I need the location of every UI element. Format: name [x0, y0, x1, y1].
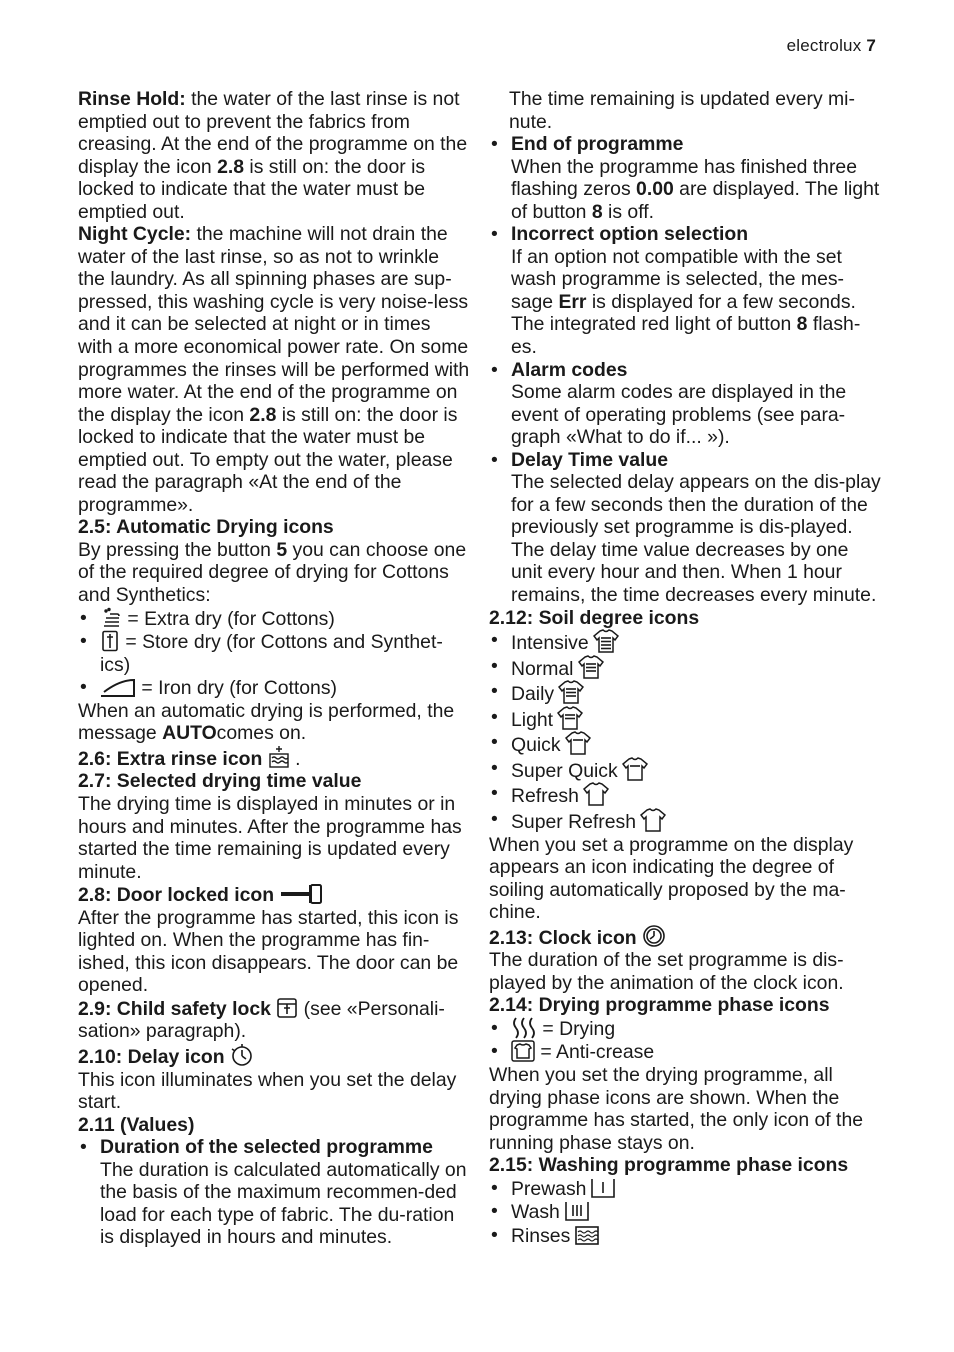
- store-dry-icon: [100, 630, 120, 652]
- rinse-hold-icon-ref: 2.8: [217, 155, 245, 178]
- bullet: •: [491, 1040, 498, 1063]
- soil-label: Super Quick: [511, 759, 618, 782]
- list-item: [489, 655, 881, 681]
- list-item-content: [511, 808, 881, 834]
- list-item: [489, 629, 881, 655]
- value-item-emphasis: Err: [558, 290, 587, 313]
- list-item: [78, 1136, 470, 1249]
- extra-dry-label: = Extra dry (for Cottons): [122, 607, 335, 630]
- list-item-content: [511, 133, 881, 223]
- value-item-text: The selected delay appears on the dis-play for a few seconds then the duration of the previously set programme is dis-played. The delay time value decreases by one unit every hour and then. When 1 hour remains, the time decreases every minute.: [511, 471, 881, 607]
- list-item-content: [511, 1200, 881, 1224]
- bullet: •: [80, 1136, 87, 1159]
- extra-dry-icon: [100, 607, 122, 629]
- page-number: 7: [866, 36, 876, 55]
- bullet: •: [491, 731, 498, 754]
- bullet: •: [491, 705, 498, 728]
- value-item-text: is displayed for a few seconds. The integrated red light of button: [511, 290, 856, 336]
- value-item-emphasis: 8: [796, 313, 808, 336]
- bullet: •: [491, 782, 498, 805]
- list-item-content: [511, 731, 881, 757]
- rinse-hold-text-1: the water of the last rinse is not emptied out to prevent the fabrics from creasing. At the end of the programme on the display the icon: [78, 88, 468, 178]
- section-2-14-body: When you set the drying programme, all drying phase icons are shown. When the programme has started, the only icon of the running phase stays on.: [489, 1063, 864, 1154]
- list-item-content: [511, 629, 881, 655]
- bullet: •: [491, 448, 498, 471]
- value-item-title: Incorrect option selection: [511, 223, 749, 246]
- s29-heading-text: 2.9: Child safety lock: [78, 997, 271, 1020]
- bullet: •: [491, 358, 498, 381]
- list-item-content: [511, 655, 881, 681]
- soil-label: Daily: [511, 683, 555, 706]
- soil-quick-icon: [565, 731, 591, 755]
- wash-phase-list: [489, 1177, 881, 1248]
- bullet: •: [80, 676, 87, 699]
- section-2-11-heading: 2.11 (Values): [78, 1113, 195, 1136]
- soil-degree-list: [489, 629, 881, 833]
- values-list: [489, 133, 881, 606]
- list-item: [489, 706, 881, 732]
- iron-dry-icon: [100, 676, 136, 698]
- list-item: [489, 1040, 881, 1064]
- s25-after-2: comes on.: [216, 722, 307, 745]
- page-header: [787, 36, 876, 56]
- phase-label: Prewash: [511, 1177, 587, 1200]
- bullet: •: [491, 1200, 498, 1223]
- section-2-7-body: The drying time is displayed in minutes or in hours and minutes. After the programme has started the time remaining is updated every minute.: [78, 792, 462, 883]
- rinses-icon: [574, 1224, 600, 1246]
- section-2-13-heading: [489, 924, 881, 950]
- soil-label: Quick: [511, 734, 561, 757]
- list-item-content: [511, 359, 881, 449]
- list-item: [489, 731, 881, 757]
- night-cycle-label: Night Cycle:: [78, 223, 192, 246]
- prewash-icon: [590, 1177, 616, 1199]
- soil-label: Light: [511, 708, 554, 731]
- bullet: •: [491, 756, 498, 779]
- delay-icon: [230, 1043, 254, 1067]
- drying-phase-icon: [511, 1017, 537, 1039]
- s213-heading-text: 2.13: Clock icon: [489, 926, 637, 949]
- list-item-content: [511, 782, 881, 808]
- section-2-14-heading: 2.14: Drying programme phase icons: [489, 994, 830, 1017]
- anti-crease-label: = Anti-crease: [535, 1041, 655, 1064]
- section-2-6-heading: [78, 745, 470, 771]
- list-item: [78, 676, 470, 700]
- phase-label: Wash: [511, 1201, 560, 1224]
- s26-tail: .: [289, 747, 301, 770]
- list-item: [489, 1177, 881, 1201]
- list-item: [489, 223, 881, 358]
- bullet: •: [491, 1016, 498, 1039]
- door-locked-icon: [280, 883, 324, 905]
- list-item: [78, 607, 470, 631]
- section-2-15-heading: 2.15: Washing programme phase icons: [489, 1154, 849, 1177]
- s26-heading-text: 2.6: Extra rinse icon: [78, 747, 263, 770]
- list-item: [489, 757, 881, 783]
- bullet: •: [491, 629, 498, 652]
- soil-label: Refresh: [511, 785, 579, 808]
- drying-label: = Drying: [537, 1017, 616, 1040]
- section-2-8-heading: [78, 883, 470, 907]
- right-column: [489, 88, 881, 1247]
- list-item: [489, 782, 881, 808]
- night-cycle-text-1: the machine will not drain the water of the last rinse, so as not to wrinkle the laundry. As all spinning phases are sup-pressed, this washing cycle is very noise-less and it can be selected at night or in times with a more economical power rate. On some programmes the rinses will be performed with more water. At the end of the programme on the display the icon: [78, 223, 470, 426]
- list-item: [489, 1200, 881, 1224]
- section-2-12-body: When you set a programme on the display appears an icon indicating the degree of soiling automatically proposed by the ma-chine.: [489, 833, 854, 924]
- bullet: •: [491, 680, 498, 703]
- section-2-8-body: After the programme has started, this icon is lighted on. When the programme has fin-ished, this icon disappears. The door can be opened.: [78, 906, 459, 997]
- list-item-content: [511, 1224, 881, 1248]
- soil-refresh-icon: [583, 782, 609, 806]
- bullet: •: [491, 654, 498, 677]
- value-item-title: End of programme: [511, 133, 684, 156]
- section-2-5-intro: [78, 539, 470, 607]
- value-item-text: are displayed. The light of button: [511, 178, 880, 223]
- s210-heading-text: 2.10: Delay icon: [78, 1045, 225, 1068]
- brand-name: electrolux: [786, 36, 862, 55]
- list-item: [489, 1017, 881, 1041]
- soil-super-quick-icon: [622, 757, 648, 781]
- list-item: [489, 1224, 881, 1248]
- s25-text-1: By pressing the button: [78, 538, 277, 561]
- s29-tail: (see «Personali-sation» paragraph).: [78, 997, 445, 1043]
- list-item: [78, 630, 470, 676]
- duration-continued: The time remaining is updated every mi-nute.: [509, 88, 855, 133]
- wash-icon: [564, 1200, 590, 1222]
- soil-intensive-icon: [593, 629, 619, 653]
- s28-heading-text: 2.8: Door locked icon: [78, 884, 275, 907]
- value-item-text: is off.: [602, 200, 655, 223]
- soil-light-icon: [557, 706, 583, 730]
- soil-label: Normal: [511, 657, 574, 680]
- s25-text-2: you can choose one of the required degree of drying for Cottons and Synthetics:: [78, 538, 467, 607]
- duration-body: The duration is calculated automatically on the basis of the maximum recommen-ded load for each type of fabric. The du-ration is displayed in hours and minutes.: [100, 1158, 467, 1249]
- section-2-7-heading: 2.7: Selected drying time value: [78, 770, 362, 793]
- soil-label: Super Refresh: [511, 810, 637, 833]
- night-cycle-icon-ref: 2.8: [249, 403, 277, 426]
- section-2-13-body: The duration of the set programme is dis-played by the animation of the clock icon.: [489, 949, 844, 994]
- store-dry-label: = Store dry (for Cottons and Synthet-ics): [100, 631, 443, 676]
- section-2-10-heading: [78, 1043, 470, 1069]
- list-item-content: [511, 1177, 881, 1201]
- value-item-text: flash-es.: [511, 313, 861, 359]
- bullet: •: [80, 630, 87, 653]
- left-column: [78, 88, 470, 1249]
- clock-icon: [642, 924, 666, 948]
- s25-after-1: When an automatic drying is performed, the message: [78, 699, 455, 745]
- list-item-content: [511, 449, 881, 607]
- extra-rinse-icon: [268, 745, 290, 769]
- list-item: [489, 808, 881, 834]
- night-cycle-text-2: is still on: the door is locked to indicate that the water must be emptied out. To empty out the water, please read the paragraph «At the end of the programme».: [78, 403, 458, 516]
- bullet: •: [491, 223, 498, 246]
- child-lock-icon: [276, 997, 298, 1019]
- soil-label: Intensive: [511, 632, 589, 655]
- night-cycle-paragraph: [78, 223, 470, 516]
- value-item-text: When the programme has finished three flashing zeros: [511, 155, 857, 201]
- anti-crease-icon: [511, 1040, 535, 1062]
- soil-super-refresh-icon: [640, 808, 666, 832]
- auto-message: AUTO: [162, 722, 217, 745]
- list-item: [489, 680, 881, 706]
- section-2-10-body: This icon illuminates when you set the delay start.: [78, 1068, 457, 1114]
- value-item-text: Some alarm codes are displayed in the event of operating problems (see para-graph «What to do if... »).: [511, 381, 847, 449]
- bullet: •: [491, 1176, 498, 1199]
- bullet: •: [80, 606, 87, 629]
- list-item: [489, 133, 881, 223]
- section-2-12-heading: 2.12: Soil degree icons: [489, 606, 700, 629]
- iron-dry-label: = Iron dry (for Cottons): [136, 677, 337, 700]
- bullet: •: [491, 1223, 498, 1246]
- value-item-title: Alarm codes: [511, 358, 628, 381]
- list-item-content: [511, 706, 881, 732]
- list-item-content: [511, 680, 881, 706]
- list-item-content: [511, 223, 881, 358]
- value-item-title: Delay Time value: [511, 448, 669, 471]
- rinse-hold-label: Rinse Hold:: [78, 88, 186, 110]
- soil-normal-icon: [578, 655, 604, 679]
- section-2-5-after: [78, 700, 470, 745]
- list-item-content: [511, 757, 881, 783]
- section-2-5-heading: 2.5: Automatic Drying icons: [78, 516, 334, 539]
- rinse-hold-paragraph: [78, 88, 470, 223]
- bullet: •: [491, 133, 498, 156]
- list-item: [489, 449, 881, 607]
- phase-label: Rinses: [511, 1224, 571, 1247]
- bullet: •: [491, 807, 498, 830]
- rinse-hold-text-2: is still on: the door is locked to indicate that the water must be emptied out.: [78, 155, 426, 223]
- value-item-text: If an option not compatible with the set wash programme is selected, the mes-sage: [511, 245, 845, 313]
- list-item: [489, 359, 881, 449]
- s25-button-ref: 5: [276, 538, 288, 561]
- duration-title: Duration of the selected programme: [100, 1136, 433, 1159]
- soil-daily-icon: [558, 680, 584, 704]
- value-item-emphasis: 8: [591, 200, 603, 223]
- section-2-9: [78, 997, 470, 1043]
- value-item-emphasis: 0.00: [636, 178, 674, 201]
